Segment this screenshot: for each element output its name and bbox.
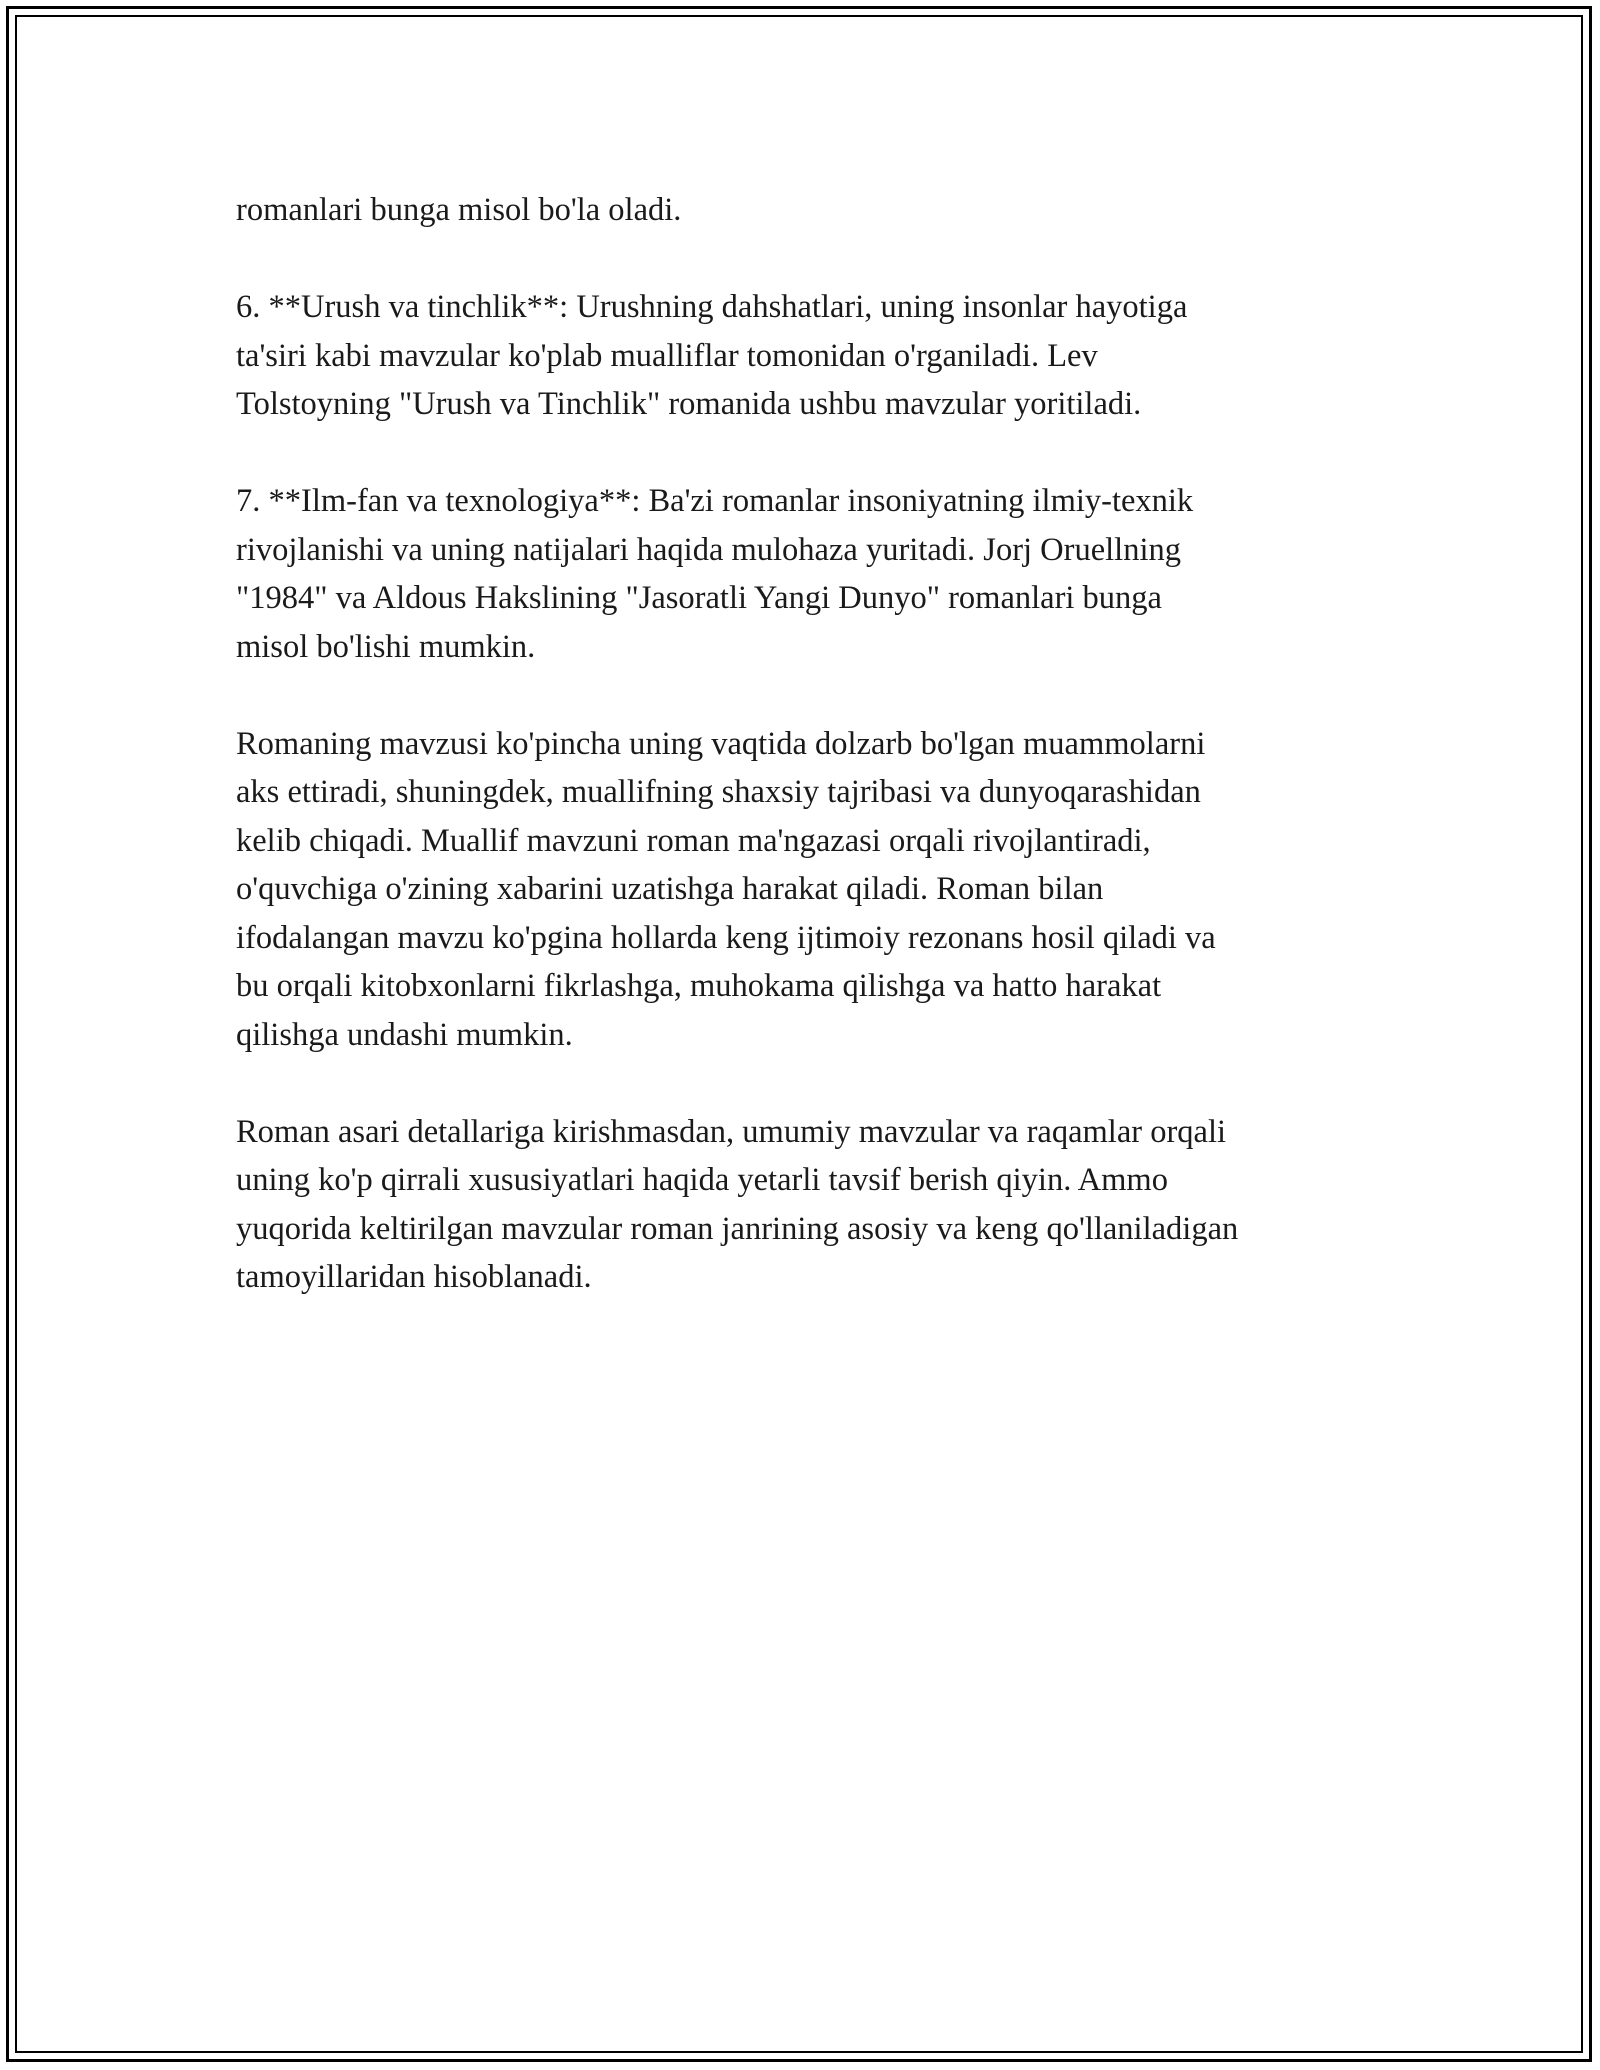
paragraph-item-7: 7. **Ilm-fan va texnologiya**: Ba'zi romanlar insoniyatning ilmiy-texnik rivojlanishi va uning natijalari haqida mulohaza yuritadi. Jorj Oruellning "1984" va Aldous Hakslining "Jasoratli Yangi Dunyo" romanlari bunga misol bo'lishi mumkin.	[236, 483, 1194, 665]
document-body	[236, 186, 1386, 1350]
paragraph-theme-discussion: Romaning mavzusi ko'pincha uning vaqtida dolzarb bo'lgan muammolarni aks ettiradi, shuningdek, muallifning shaxsiy tajribasi va dunyoqarashidan kelib chiqadi. Muallif mavzuni roman ma'ngazasi orqali rivojlantiradi, o'quvchiga o'zining xabarini uzatishga harakat qiladi. Roman bilan ifodalangan mavzu ko'pgina hollarda keng ijtimoiy rezonans hosil qiladi va bu orqali kitobxonlarni fikrlashga, muhokama qilishga va hatto harakat qilishga undashi mumkin.	[236, 725, 1216, 1053]
paragraph-conclusion: Roman asari detallariga kirishmasdan, umumiy mavzular va raqamlar orqali uning ko'p qirrali xususiyatlari haqida yetarli tavsif berish qiyin. Ammo yuqorida keltirilgan mavzular roman janrining asosiy va keng qo'llaniladigan tamoyillaridan hisoblanadi.	[236, 1113, 1239, 1295]
paragraph-continuation: romanlari bunga misol bo'la oladi.	[236, 192, 682, 228]
paragraph-item-6: 6. **Urush va tinchlik**: Urushning dahshatlari, uning insonlar hayotiga ta'siri kabi mavzular ko'plab mualliflar tomonidan o'rganiladi. Lev Tolstoyning "Urush va Tinchlik" romanida ushbu mavzular yoritiladi.	[236, 289, 1188, 422]
